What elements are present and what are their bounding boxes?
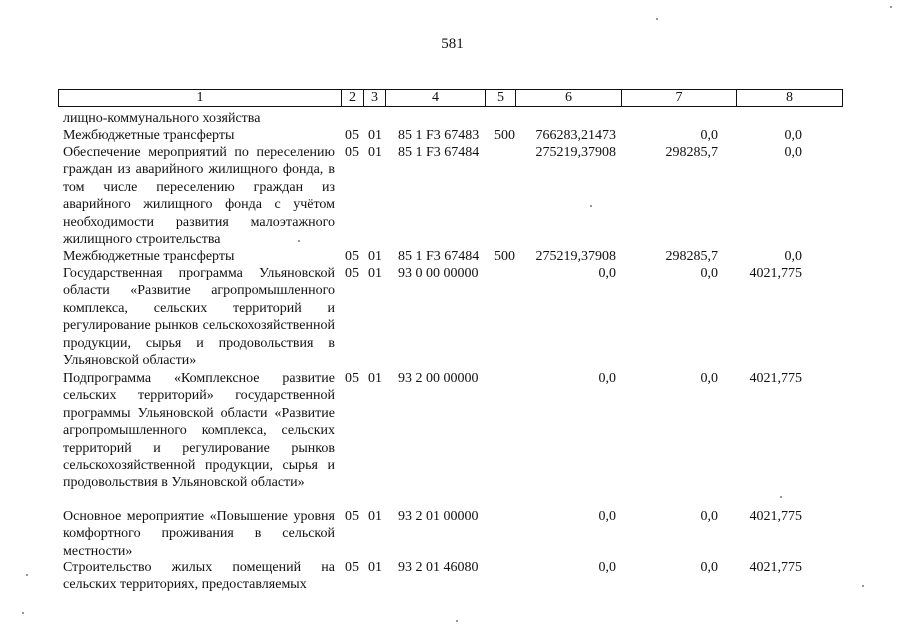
- header-col-6: 6: [516, 90, 622, 106]
- cell-subsection: 01: [368, 266, 382, 281]
- cell-target-article: 93 2 01 00000: [398, 509, 479, 524]
- header-col-4: 4: [386, 90, 486, 106]
- cell-amount-6: 0,0: [598, 371, 616, 386]
- cell-target-article: 85 1 F3 67484: [398, 145, 480, 160]
- cell-section: 05: [345, 371, 359, 386]
- cell-amount-8: 4021,775: [749, 371, 802, 386]
- cell-amount-8: 0,0: [784, 128, 802, 143]
- cell-amount-7: 0,0: [700, 371, 718, 386]
- row-description: лищно-коммунального хозяйства: [63, 111, 261, 126]
- cell-amount-8: 0,0: [784, 249, 802, 264]
- header-col-7: 7: [622, 90, 737, 106]
- scan-speck: [656, 18, 658, 20]
- scan-speck: [890, 6, 892, 8]
- row-description: Подпрограмма «Комплексное развитие сельских территорий» государственной программы Ульяновской области «Развитие агропромышленного комплекса, сельских территорий и регулирование рынков сельскохозяйственной продукции, сырья и продовольствия в Ульяновской области»: [63, 371, 335, 491]
- cell-section: 05: [345, 266, 359, 281]
- cell-subsection: 01: [368, 128, 382, 143]
- cell-target-article: 93 2 00 00000: [398, 371, 479, 386]
- scan-speck: [26, 574, 28, 576]
- scan-speck: [862, 585, 864, 587]
- cell-expense-type: 500: [494, 249, 515, 264]
- cell-amount-6: 275219,37908: [535, 145, 616, 160]
- cell-amount-6: 0,0: [598, 266, 616, 281]
- cell-expense-type: 500: [494, 128, 515, 143]
- row-description: Государственная программа Ульяновской области «Развитие агропромышленного комплекса, сельских территорий и регулирование рынков сельскохозяйственной продукции, сырья и продовольствия в Ульяновской области»: [63, 266, 335, 369]
- cell-amount-7: 0,0: [700, 509, 718, 524]
- cell-amount-6: 275219,37908: [535, 249, 616, 264]
- row-description: Обеспечение мероприятий по переселению граждан из аварийного жилищного фонда, в том числе переселению граждан из аварийного жилищного фонда с учётом необходимости развития малоэтажного жилищного строительства: [63, 145, 335, 248]
- scan-speck: [456, 620, 458, 622]
- header-col-1: 1: [59, 90, 342, 106]
- cell-amount-7: 298285,7: [665, 145, 718, 160]
- cell-amount-7: 0,0: [700, 266, 718, 281]
- cell-amount-6: 0,0: [598, 560, 616, 575]
- cell-target-article: 93 2 01 46080: [398, 560, 479, 575]
- cell-subsection: 01: [368, 371, 382, 386]
- cell-amount-7: 0,0: [700, 560, 718, 575]
- scan-speck: [590, 205, 592, 207]
- cell-amount-8: 4021,775: [749, 509, 802, 524]
- cell-section: 05: [345, 560, 359, 575]
- cell-target-article: 93 0 00 00000: [398, 266, 479, 281]
- header-col-3: 3: [364, 90, 386, 106]
- cell-subsection: 01: [368, 509, 382, 524]
- cell-subsection: 01: [368, 560, 382, 575]
- cell-target-article: 85 1 F3 67484: [398, 249, 480, 264]
- cell-section: 05: [345, 249, 359, 264]
- cell-subsection: 01: [368, 145, 382, 160]
- scan-speck: [22, 612, 24, 614]
- cell-amount-8: 4021,775: [749, 560, 802, 575]
- header-col-2: 2: [342, 90, 364, 106]
- cell-amount-7: 298285,7: [665, 249, 718, 264]
- row-description: Строительство жилых помещений на сельских территориях, предоставляемых: [63, 560, 335, 593]
- cell-subsection: 01: [368, 249, 382, 264]
- cell-target-article: 85 1 F3 67483: [398, 128, 480, 143]
- header-col-5: 5: [486, 90, 516, 106]
- row-description: Межбюджетные трансферты: [63, 128, 235, 143]
- cell-amount-7: 0,0: [700, 128, 718, 143]
- page-number: 581: [441, 36, 464, 52]
- cell-amount-8: 4021,775: [749, 266, 802, 281]
- cell-amount-6: 0,0: [598, 509, 616, 524]
- table-header: [58, 89, 843, 107]
- cell-section: 05: [345, 509, 359, 524]
- cell-section: 05: [345, 145, 359, 160]
- header-col-8: 8: [786, 90, 793, 105]
- cell-section: 05: [345, 128, 359, 143]
- row-description: Основное мероприятие «Повышение уровня комфортного проживания в сельской местности»: [63, 509, 335, 559]
- cell-amount-8: 0,0: [784, 145, 802, 160]
- row-description: Межбюджетные трансферты: [63, 249, 235, 264]
- scan-speck: [780, 496, 782, 498]
- scan-speck: [298, 240, 300, 242]
- cell-amount-6: 766283,21473: [535, 128, 616, 143]
